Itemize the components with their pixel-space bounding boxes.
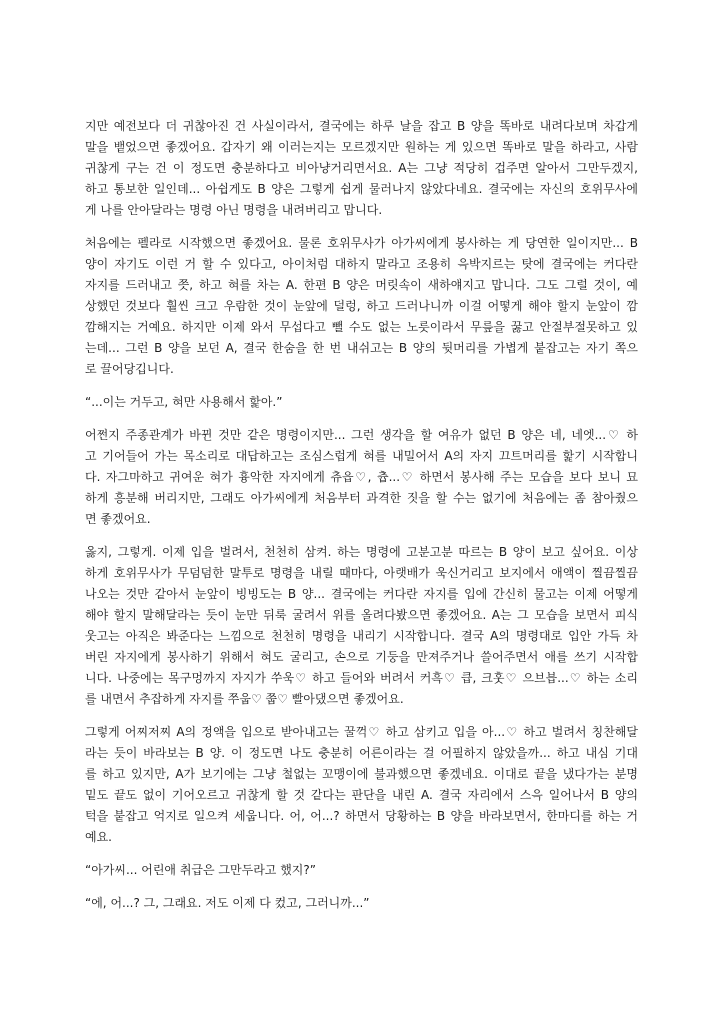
- text-line: 상했던 것보다 훨씬 크고 우람한 것이 눈앞에 덜렁, 하고 드러나니까 이걸 어떻게 해야 할지 눈앞이 깜: [85, 299, 638, 313]
- text-line: 는데... 그런 B 양을 보던 A, 결국 한숨을 한 번 내쉬고는 B 양의 뒷머리를 가볍게 붙잡고는 자기 쪽으: [85, 341, 638, 355]
- text-line: 어쩐지 주종관계가 바뀐 것만 같은 명령이지만... 그런 생각을 할 여유가 없던 B 양은 네, 네엣...♡ 하: [85, 428, 638, 442]
- text-line: 옳지, 그렇게. 이제 입을 벌려서, 천천히 삼켜. 하는 명령에 고분고분 따르는 B 양이 보고 싶어요. 이상: [85, 545, 638, 559]
- dialogue-quote-2: [85, 860, 638, 881]
- text-line: 그렇게 어찌저찌 A의 정액을 입으로 받아내고는 꿀꺽♡ 하고 삼키고 입을 아...♡ 하고 벌려서 칭찬해달: [85, 725, 638, 739]
- text-line: 귀찮게 구는 건 이 정도면 충분하다고 비아냥거리면서요. A는 그냥 적당히 겁주면 알아서 그만두겠지,: [85, 161, 638, 175]
- text-line: 지만 예전보다 더 귀찮아진 건 사실이라서, 결국에는 하루 날을 잡고 B 양을 똑바로 내려다보며 차갑게: [85, 119, 638, 133]
- text-line: 웃고는 아직은 봐준다는 느낌으로 천천히 명령을 내리기 시작합니다. 결국 A의 명령대로 입안 가득 차: [85, 629, 638, 643]
- text-line: 로 끌어당깁니다.: [85, 362, 174, 376]
- text-line: 고 기어들어 가는 목소리로 대답하고는 조심스럽게 혀를 내밀어서 A의 자지 끄트머리를 핥기 시작합니: [85, 449, 638, 463]
- text-line: 니다. 나중에는 목구멍까지 자지가 쑤욱♡ 하고 들어와 버려서 커흑♡ 큽, 크훗♡ 으브븝...♡ 하는 소리: [85, 671, 638, 685]
- dialogue-quote-1: [85, 392, 638, 413]
- dialogue-quote-3: [85, 893, 638, 914]
- text-line: 라는 듯이 바라보는 B 양. 이 정도면 나도 충분히 어른이라는 걸 어필하지 않았을까... 하고 내심 기대: [85, 746, 638, 760]
- paragraph-4: [85, 542, 638, 710]
- text-line: 하게 흥분해 버리지만, 그래도 아가씨에게 처음부터 과격한 짓을 할 수는 없기에 처음에는 좀 참아줬으: [85, 491, 638, 505]
- paragraph-2: [85, 233, 638, 380]
- text-line: 말을 뱉었으면 좋겠어요. 갑자기 왜 이러는지는 모르겠지만 원하는 게 있으면 똑바로 말을 하라고, 사람: [85, 140, 638, 154]
- text-line: 를 내면서 추잡하게 자지를 쭈웁♡ 쭙♡ 빨아댔으면 좋겠어요.: [85, 692, 404, 706]
- text-line: 다. 자그마하고 귀여운 혀가 흉악한 자지에게 츄읍♡, 츕...♡ 하면서 봉사해 주는 모습을 보다 보니 묘: [85, 470, 638, 484]
- text-line: 하게 호위무사가 무덤덤한 말투로 명령을 내릴 때마다, 아랫배가 욱신거리고 보지에서 애액이 찔끔찔끔: [85, 566, 638, 580]
- quote-line: “...이는 거두고, 혀만 사용해서 핥아.”: [85, 395, 283, 409]
- text-line: 깜해지는 거예요. 하지만 이제 와서 무섭다고 뺄 수도 없는 노릇이라서 무릎을 꿇고 안절부절못하고 있: [85, 320, 638, 334]
- quote-line: “에, 어...? 그, 그래요. 저도 이제 다 컸고, 그러니까...”: [85, 896, 370, 910]
- text-line: 나오는 것만 같아서 눈앞이 빙빙도는 B 양... 결국에는 커다란 자지를 입에 간신히 물고는 이제 어떻게: [85, 587, 638, 601]
- text-line: 처음에는 펠라로 시작했으면 좋겠어요. 물론 호위무사가 아가씨에게 봉사하는 게 당연한 일이지만... B: [85, 236, 638, 250]
- paragraph-3: [85, 425, 638, 530]
- paragraph-1: [85, 116, 638, 221]
- text-line: 밑도 끝도 없이 기어오르고 귀찮게 할 것 같다는 판단을 내린 A. 결국 자리에서 스윽 일어나서 B 양의: [85, 788, 638, 802]
- text-line: 를 하고 있지만, A가 보기에는 그냥 철없는 꼬맹이에 불과했으면 좋겠네요. 이대로 끝을 냈다가는 분명: [85, 767, 638, 781]
- text-line: 버린 자지에게 봉사하기 위해서 혀도 굴리고, 손으로 기둥을 만져주거나 쓸어주면서 애를 쓰기 시작합: [85, 650, 638, 664]
- text-line: 턱을 붙잡고 억지로 일으켜 세웁니다. 어, 어...? 하면서 당황하는 B 양을 바라보면서, 한마디를 하는 거: [85, 809, 638, 823]
- document-text-block: [85, 116, 638, 926]
- text-line: 하고 통보한 일인데... 아쉽게도 B 양은 그렇게 쉽게 물러나지 않았다네요. 결국에는 자신의 호위무사에: [85, 182, 638, 196]
- text-line: 예요.: [85, 830, 112, 844]
- quote-line: “아가씨... 어린애 취급은 그만두라고 했지?”: [85, 863, 316, 877]
- text-line: 면 좋겠어요.: [85, 512, 151, 526]
- text-line: 양이 자기도 이런 거 할 수 있다고, 아이처럼 대하지 말라고 조용히 윽박지르는 탓에 결국에는 커다란: [85, 257, 638, 271]
- text-line: 자지를 드러내고 쯧, 하고 혀를 차는 A. 한편 B 양은 머릿속이 새하얘지고 맙니다. 그도 그럴 것이, 예: [85, 278, 638, 292]
- text-line: 해야 할지 말해달라는 듯이 눈만 뒤룩 굴려서 위를 올려다봤으면 좋겠어요. A는 그 모습을 보면서 피식: [85, 608, 638, 622]
- paragraph-5: [85, 722, 638, 848]
- text-line: 게 나를 안아달라는 명령 아닌 명령을 내려버리고 맙니다.: [85, 203, 383, 217]
